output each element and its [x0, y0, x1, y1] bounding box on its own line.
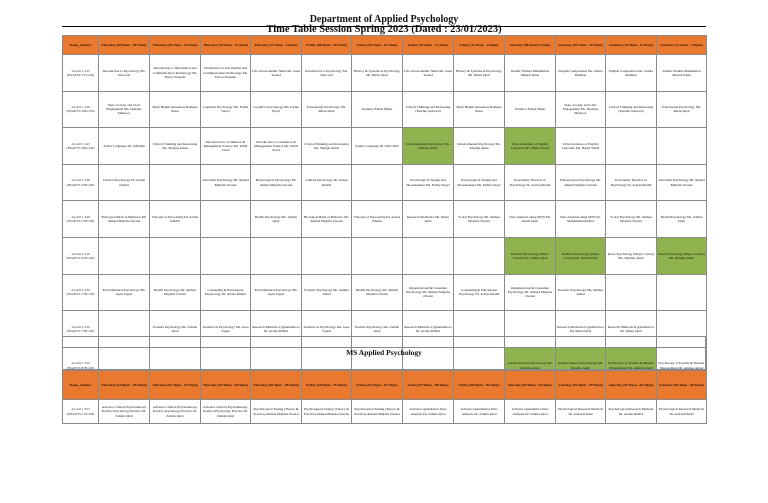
page-subtitle: Time Table Session Spring 2023 (Dated : 23/01/2023): [266, 24, 502, 35]
room-cell: ACAD 1-350 (BSAPSY-8TH-2M): [63, 347, 99, 384]
course-cell: Data Analysis using SPSS Dr. Muhammad Rashid: [556, 201, 606, 238]
course-cell: Environmental Psychology Ms. Aqsa Sajjad: [99, 274, 150, 311]
course-cell: Physiological Psychology Mr. Ahmed Mujtaba Owaisi: [556, 164, 606, 201]
course-cell: Psychological Research Methods Dr. Arslan Khalid: [606, 400, 657, 424]
room-cell: ACAD 2-230 (BSAPSY-7TH-2M): [63, 311, 99, 348]
bs-timetable: [62, 35, 707, 384]
table-row: [63, 237, 707, 274]
table-row: [63, 91, 707, 128]
ms-header-cell: Thursday (04:00pm - 05:30pm): [99, 371, 150, 400]
course-cell: Psychological Testing (Theory & Practice) Ahmed Mujtaba Owaisi: [251, 400, 302, 424]
bs-header-cell: Saturday (09:15am - 10:30am): [556, 36, 606, 55]
ms-header-cell: Thursday (08:30pm - 09:30pm): [251, 371, 302, 400]
ms-header-cell: Friday (05:30pm - 07:00pm): [352, 371, 403, 400]
course-cell: Statistics in Psychology Ms. Aqsa Sajjad: [201, 311, 251, 348]
course-cell: Psychological Testing (Theory & Practice) Ahmed Mujtaba Owaisi: [302, 400, 352, 424]
course-cell: Critical Thinking and Reasoning Ms. Shafqat Aman: [150, 128, 201, 165]
table-row: [63, 128, 707, 165]
course-cell: Personality Theories in Psychology Dr. Arslan Khalid: [606, 164, 657, 201]
table-row: [63, 400, 707, 424]
course-cell: [150, 237, 201, 274]
room-cell: ACAD 1-235 (BSAPSY-1ST-2M): [63, 55, 99, 92]
course-cell: Urdu Literature or English Literature Ms. Huma Sharif: [556, 128, 606, 165]
course-cell: Clinical Psychology Dr. Arslan Khalid: [302, 164, 352, 201]
course-cell: [150, 164, 201, 201]
course-cell: Introduction to Information and Communication Technology Ms. Farwa Waseem: [150, 55, 201, 92]
course-cell: Gender Issues in Psychology Ms. Khadija Amin: [505, 347, 556, 384]
course-cell: Advance Clinical Psychotherapy Positive Psychology Practice Dr. Zahida Iqbal: [150, 400, 201, 424]
course-cell: [201, 237, 251, 274]
course-cell: Positive Psychology (Major Course) Ms. Zahida Iqbal: [505, 237, 556, 274]
course-cell: Psychology of Trauma & Disaster Management Mr. Ammar Amad: [606, 347, 657, 384]
course-cell: [251, 237, 302, 274]
course-cell: [352, 237, 403, 274]
course-cell: Social Psychology Mr. Ahmed Mujtaba Owaisi: [454, 201, 505, 238]
course-cell: Positive Psychology (Major Course) Ms. Zahida Iqbal: [556, 237, 606, 274]
course-cell: English Composition Ms. Samra Rehman: [606, 55, 657, 92]
course-cell: Statistics in Psychology Ms. Aqsa Sajjad: [302, 311, 352, 348]
room-cell: ACAD 2-229 (BSAPSY-6TH-2M): [63, 237, 99, 274]
course-cell: Organizational & Consumer Psychology Mr. Ahmed Mujtaba Owaisi: [403, 274, 454, 311]
room-cell: ACAD 1-345 (BSAPSY-3RD-2M): [63, 128, 99, 165]
course-cell: State, Society and Civic Engagement Ms. Shabana Manzoor: [99, 91, 150, 128]
ms-header-cell: Saturday (07:00pm - 08:30pm): [606, 371, 657, 400]
course-cell: Life and Academic Skills Ms. Sana Yousaf: [403, 55, 454, 92]
course-cell: Physiological Psychology Mr. Ahmed Mujtaba Owaisi: [251, 164, 302, 201]
course-cell: Developmental Psychology Ms. Khadija Amin: [403, 128, 454, 165]
bs-header-cell: Friday (10:30am - 11:45am): [403, 36, 454, 55]
course-cell: Social Psychology Mr. Ahmed Mujtaba Owaisi: [606, 201, 657, 238]
course-cell: Environmental Psychology Ms. Aqsa Sajjad: [251, 274, 302, 311]
ms-header-cell: Thursday (05:30pm - 07:00pm): [150, 371, 201, 400]
course-cell: Positive Psychology Ms. Zahida Iqbal: [352, 311, 403, 348]
course-cell: Life and Academic Skills Ms. Sana Yousaf: [251, 55, 302, 92]
course-cell: Cognitive Psychology Ms. Fariha Naqvi: [251, 91, 302, 128]
room-cell: ACAD 1-348 (BSAPSY-4TH-2M): [63, 164, 99, 201]
course-cell: Advance Quantitative Data Analysis Dr. Zahida Iqbal: [403, 400, 454, 424]
course-cell: Forensic Psychology Ms. Ammar Amad: [556, 274, 606, 311]
course-cell: Introduction to Psychology Ms. Sana Gul: [302, 55, 352, 92]
course-cell: State, Society and Civic Engagement Ms. Shabana Manzoor: [556, 91, 606, 128]
bs-header-cell: Saturday (08:00am-9:15am): [505, 36, 556, 55]
ms-header-row: [63, 371, 707, 400]
course-cell: Psychological Testing and Measurement Ms. Fariha Naqvi: [454, 164, 505, 201]
ms-header-cell: Saturday (05:30pm - 07:00pm): [556, 371, 606, 400]
course-cell: Abnormal Psychology Mr. Ahmed Mujtaba Owaisi: [657, 164, 707, 201]
table-row: [63, 55, 707, 92]
course-cell: Research Methods-I (Quantitative) Dr. Arslan Khalid: [403, 311, 454, 348]
bs-header-cell: Thursday (10:30am - 11:45am): [201, 36, 251, 55]
ms-header-cell: Saturday (08:30pm - 09:30pm): [657, 371, 707, 400]
bs-header-cell: Friday (08:00am - 09:15am): [302, 36, 352, 55]
course-cell: Psychological Research Methods Dr. Arslan Khalid: [657, 400, 707, 424]
course-cell: Basic Health Awareness Rasheen Nasar: [454, 91, 505, 128]
course-cell: Research Methods-I (Quantitative) Dr. Arslan Khalid: [251, 311, 302, 348]
bs-header-row: [63, 36, 707, 55]
ms-section-title: MS Applied Psychology: [346, 348, 422, 357]
course-cell: Arabic Language Dr. Safiullah: [99, 128, 150, 165]
course-cell: Positive Psychology Ms. Zahida Iqbal: [150, 311, 201, 348]
course-cell: Biological Basis of Behavior Mr. Ahmed Mujtaba Owaisi: [302, 201, 352, 238]
ms-header-cell: Friday (04:00pm - 05:30pm): [302, 371, 352, 400]
course-cell: Introduction to Commerce & Management Science Mr. Tufail Javed: [201, 128, 251, 165]
course-cell: Developmental Psychology Ms. Khadija Amin: [454, 128, 505, 165]
course-cell: Research Methods-I Mr. Imran Iqbal: [403, 201, 454, 238]
course-cell: Theories of Personality Dr. Arslan Khalid: [352, 201, 403, 238]
table-row: [63, 274, 707, 311]
ms-header-cell: Thursday (07:00pm - 08:30pm): [201, 371, 251, 400]
course-cell: Critical Thinking and Reasoning Ms. Shafqat Aman: [302, 128, 352, 165]
bs-header-cell: Room_number: [63, 36, 99, 55]
room-cell: ACAD 1-349 (BSAPSY-5TH-2M): [63, 201, 99, 238]
course-cell: History & Systems in Psychology Mr. Imran Iqbal: [454, 55, 505, 92]
page-title: Department of Applied Psychology: [309, 14, 459, 25]
course-cell: Data Analysis using SPSS Mr. Imran Iqbal: [505, 201, 556, 238]
course-cell: Psychological Testing and Measurement Ms. Fariha Naqvi: [403, 164, 454, 201]
course-cell: Advance Clinical Psychotherapy Positive Psychology Practice Dr. Zahida Iqbal: [201, 400, 251, 424]
course-cell: Psychological Research Methods Dr. Arslan Khalid: [556, 400, 606, 424]
ms-header-cell: Room_number: [63, 371, 99, 400]
course-cell: [352, 164, 403, 201]
course-cell: [403, 237, 454, 274]
course-cell: [99, 237, 150, 274]
course-cell: Introduction to Psychology Ms. Sana Gul: [99, 55, 150, 92]
course-cell: Arabic Language Dr. Safia Idris: [352, 128, 403, 165]
table-row: [63, 201, 707, 238]
course-cell: Islamic Studies Muhammad Muzzal Khan: [657, 55, 707, 92]
course-cell: [302, 237, 352, 274]
course-cell: [657, 274, 707, 311]
course-cell: [454, 237, 505, 274]
bs-header-cell: Saturday (11:45am - 1:00pm): [657, 36, 707, 55]
course-cell: Organizational & Consumer Psychology Mr. Ahmed Mujtaba Owaisi: [505, 274, 556, 311]
table-row: [63, 164, 707, 201]
course-cell: Introduction to Commerce & Management Science Mr. Tufail Javed: [251, 128, 302, 165]
course-cell: Advance Quantitative Data Analysis Dr. Zahida Iqbal: [505, 400, 556, 424]
course-cell: Health Psychology Mr. Ahmed Mujtaba Owaisi: [150, 274, 201, 311]
course-cell: Research Methods-II (Qualitative) Mr. Imran Iqbal: [556, 311, 606, 348]
course-cell: Educational Psychology Ms. Imran Iqbal: [657, 91, 707, 128]
course-cell: Theories of Personality Dr. Arslan Khalid: [150, 201, 201, 238]
course-cell: Urdu Literature or English Literature Ms. Huma Sharif: [505, 128, 556, 165]
course-cell: Critical Thinking and Reasoning (Teacher replaced): [403, 91, 454, 128]
course-cell: Islamic Studies Muhammad Muzzal Khan: [505, 55, 556, 92]
course-cell: Introduction to Information and Communication Technology Ms. Farwa Waseem: [201, 55, 251, 92]
course-cell: Peace Psychology (Major Course) Ms. Khadija Amin: [606, 237, 657, 274]
course-cell: Cognitive Psychology Ms. Fariha Naqvi: [201, 91, 251, 128]
course-cell: Clinical Psychology Dr. Arslan Khalid: [99, 164, 150, 201]
course-cell: Statistics Fahad Munir: [505, 91, 556, 128]
course-cell: Advance Clinical Psychotherapy Positive Psychology Practice Dr. Zahida Iqbal: [99, 400, 150, 424]
course-cell: Abnormal Psychology Mr. Ahmed Mujtaba Owaisi: [201, 164, 251, 201]
course-cell: Advance Quantitative Data Analysis Dr. Zahida Iqbal: [454, 400, 505, 424]
bs-header-cell: Saturday (10:30am - 11:45am): [606, 36, 657, 55]
ms-header-cell: Saturday (04:00pm - 05:30pm): [505, 371, 556, 400]
course-cell: Basic Health Awareness Rasheen Nasar: [150, 91, 201, 128]
bs-header-cell: Friday (09:15am - 10:30am): [352, 36, 403, 55]
room-cell: ACAD 2-230 (BSAPSY-7TH-1M): [63, 274, 99, 311]
course-cell: Personality Theories in Psychology Dr. Arslan Khalid: [505, 164, 556, 201]
bs-header-cell: Friday (11:45am - 1:00pm): [454, 36, 505, 55]
course-cell: [657, 128, 707, 165]
course-cell: Health Psychology Ms. Zahida Iqbal: [251, 201, 302, 238]
ms-timetable: [62, 370, 707, 424]
course-cell: History & Systems in Psychology Mr. Imran Iqbal: [352, 55, 403, 92]
course-cell: [201, 201, 251, 238]
bs-header-cell: Thursday (08:00am - 09:15am): [99, 36, 150, 55]
course-cell: Counseling & Educational Psychology Dr. Arslan Khalid: [201, 274, 251, 311]
course-cell: Peace Psychology (Major Course) Ms. Khadija Amin: [657, 237, 707, 274]
course-cell: Forensic Psychology Mr. Ammar Amad: [302, 274, 352, 311]
ms-header-cell: Friday (07:00pm - 08:30pm): [403, 371, 454, 400]
course-cell: Biological Basis of Behavior Mr. Ahmed Mujtaba Owaisi: [99, 201, 150, 238]
course-cell: Gender Issues in Psychology Ms. Khadija Amin: [556, 347, 606, 384]
course-cell: Research Methods-II (Qualitative) Mr. Imran Iqbal: [606, 311, 657, 348]
course-cell: Educational Psychology Ms. Imran Iqbal: [302, 91, 352, 128]
course-cell: English Composition Ms. Samra Rehman: [556, 55, 606, 92]
course-cell: Psychological Testing (Theory & Practice) Ahmed Mujtaba Owaisi: [352, 400, 403, 424]
bs-header-cell: Thursday (09:15am - 10:30am): [150, 36, 201, 55]
course-cell: Counseling & Educational Psychology Dr. Arslan Khalid: [454, 274, 505, 311]
course-cell: Statistics Fahad Munir: [352, 91, 403, 128]
course-cell: [606, 274, 657, 311]
ms-header-cell: Friday (08:30pm - 09:30pm): [454, 371, 505, 400]
course-cell: Critical Thinking and Reasoning (Teacher replaced): [606, 91, 657, 128]
course-cell: [606, 128, 657, 165]
course-cell: Psychology of Trauma & Disaster Management Mr. Ammar Amad: [657, 347, 707, 384]
bs-header-cell: Thursday (11:45am - 1:00pm): [251, 36, 302, 55]
course-cell: Health Psychology Ms. Zahida Iqbal: [657, 201, 707, 238]
room-cell: ACAD 1-353 (MSAPSY-1ST-2M): [63, 400, 99, 424]
room-cell: ACAD 1-236 (BSAPSY-2ND-2M): [63, 91, 99, 128]
course-cell: Health Psychology Mr. Ahmed Mujtaba Owaisi: [352, 274, 403, 311]
